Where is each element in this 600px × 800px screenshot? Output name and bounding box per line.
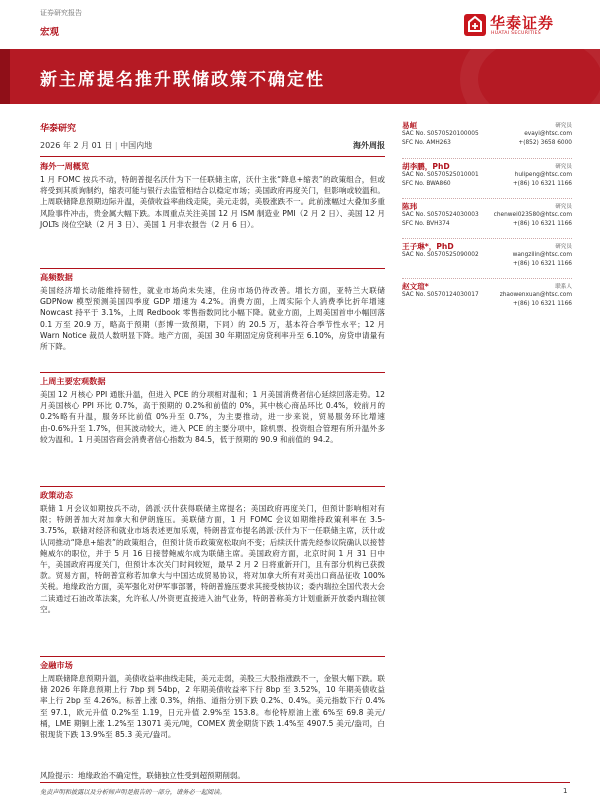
- report-region: 中国内地: [120, 141, 153, 150]
- analyst-name: 易峘: [402, 121, 418, 130]
- research-org: 华泰研究: [40, 124, 77, 134]
- analyst-email[interactable]: wangzilin@htsc.com: [512, 252, 572, 258]
- analyst-role: 研究员: [555, 123, 572, 129]
- analyst-phone: +(86) 10 6321 1166: [512, 301, 572, 307]
- logo-mark-icon: [464, 14, 486, 36]
- dateline: 2026 年 2 月 01 日 | 中国内地 海外周报: [40, 141, 385, 150]
- analyst-role: 研究员: [555, 204, 572, 210]
- banner-accent: [0, 49, 10, 104]
- analyst-name: 陈玮: [402, 202, 418, 211]
- analyst-sfc: SFC No. BWA860: [402, 181, 451, 187]
- analyst-phone: +(86) 10 6321 1166: [512, 181, 572, 187]
- report-type: 证券研究报告: [40, 9, 82, 17]
- section-body: 联储 1 月会议如期按兵不动，鸽派·沃什获得联储主席提名；美国政府再度关门，但预计影响相对有限；特朗普加大对加拿大和伊朗施压。美联储方面，1 月 FOMC 会议如期维持政策利率在 3.5-3.75%，联储对经济和就业市场表述更加乐观，特朗普宣布提名鸽派·沃什为下一任联储主席，沃什或认同推动“降息+缩表”的政策组合，但预计货币政策宽松取向不变；后续沃什需先经参议院确认以接替鲍威尔的职位，并于 5 月 16 日接替鲍威尔成为联储主席。美国政府方面，北京时间 1 月 31 日中午，美国政府再度关门，但预计本次关门时间较短，最早 2 月 2 日将重新开门，且有部分机构已获拨款。贸易方面，特朗普宣称若加拿大与中国达成贸易协议，将对加拿大所有对美出口商品征收 100%关税。地缘政治方面，美军强化对伊军事部署，特朗普施压要求其接受核协议；委内瑞拉全国代表大会二读通过石油改革法案，允许私人/外资更直接进入油气业务，特朗普称美方计划重新开放委内瑞拉领空。: [40, 504, 385, 614]
- divider: [40, 268, 385, 269]
- banner-decoration: [460, 49, 600, 104]
- section-title: 高频数据: [40, 272, 73, 282]
- analyst-sfc: SFC No. AMH263: [402, 140, 451, 146]
- analyst-email[interactable]: hulipeng@htsc.com: [514, 172, 572, 178]
- report-category: 宏观: [40, 27, 60, 38]
- section-body: 美国经济增长动能维持韧性，就业市场尚未失速，住房市场仍待改善。增长方面，亚特兰大联储 GDPNow 模型预测美国四季度 GDP 增速为 4.2%。消费方面，上周实际个人消费季比折年增速 Nowcast 持平于 3.1%，上周 Redbook 零售指数同比小幅下降。就业方面，上周美国首申小幅回落 0.1 万至 20.9 万，略高于预期（彭博一致预期，下同）的 20.5 万，基本符合季节性水平；12 月 Warn Notice 裁员人数明显下降。地产方面，美国 30 年期固定房贷利率升至 6.10%，房贷申请量有所下降。: [40, 286, 385, 352]
- analyst-phone: +(86) 10 6321 1166: [512, 261, 572, 267]
- report-kind: 海外周报: [353, 141, 385, 150]
- divider: [40, 486, 385, 487]
- divider: [40, 656, 385, 657]
- section-policy: [40, 490, 385, 615]
- report-title: 新主席提名推升联储政策不确定性: [40, 70, 325, 90]
- analyst-name: 赵文瑄*: [402, 282, 429, 291]
- section-body: 1 月 FOMC 按兵不动，特朗普提名沃什为下一任联储主席，沃什主张“降息+缩表”的政策组合，但或将受到其质询制约，缩表可能与银行去监管相结合以稳定市场；美国政府再度关门，但影响或较温和。上周联储降息预期边际升温，美债收益率曲线走陡，美元走弱，美股涨跌不一。此前涨幅过大叠加多重风险事件冲击，贵金属大幅下跌。本周重点关注美国 12 月 ISM 制造业 PMI（2 月 2 日）、美国 12 月 JOLTs 岗位空缺（2 月 3 日）、美国 1 月非农报告（2 月 6 日）。: [40, 175, 385, 229]
- divider: [40, 156, 385, 157]
- analyst-card: [402, 198, 572, 238]
- analyst-sac: SAC No. S0570525090002: [402, 252, 479, 258]
- page-number: 1: [563, 787, 568, 795]
- analyst-card: [402, 278, 572, 318]
- analyst-panel: [402, 118, 572, 318]
- analyst-role: 联系人: [555, 284, 572, 290]
- disclaimer: 免责声明和披露以及分析师声明是报告的一部分，请务必一起阅读。: [40, 789, 226, 796]
- section-high-frequency: [40, 272, 385, 352]
- footer-divider: [40, 782, 570, 783]
- section-title: 政策动态: [40, 490, 73, 500]
- section-title: 金融市场: [40, 660, 73, 670]
- analyst-sac: SAC No. S0570525010001: [402, 172, 479, 178]
- analyst-email[interactable]: chenwei023580@htsc.com: [493, 212, 572, 218]
- analyst-name: 王子琳*，PhD: [402, 242, 454, 251]
- logo-text-en: HUATAI SECURITIES: [491, 31, 542, 36]
- analyst-role: 研究员: [555, 244, 572, 250]
- report-header: [0, 0, 600, 52]
- analyst-email[interactable]: zhaowenxuan@htsc.com: [499, 292, 572, 298]
- section-macro-data: [40, 376, 385, 445]
- section-title: 海外一周概览: [40, 161, 90, 171]
- section-markets: [40, 660, 385, 740]
- report-date: 2026 年 2 月 01 日: [40, 141, 113, 150]
- section-body: 美国 12 月核心 PPI 通胀升温，但进入 PCE 的分项相对温和；1 月美国消费者信心延续回落走势。12 月美国核心 PPI 环比 0.7%，高于预期的 0.2%和前值的 0%，其中核心商品环比 0.4%，较前月的 0.2%略有升温，服务环比前值 0%升至 0.7%，为主要推动，进一步来说，贸易服务环比增速由-0.6%升至 1.7%，但其波动较大，进入 PCE 的主要分项中，除机票、投资组合管理有所升温外多较为温和。1 月美国咨商会消费者信心指数为 84.5，低于预期的 90.9 和前值的 94.2。: [40, 390, 385, 444]
- analyst-card: [402, 118, 572, 158]
- analyst-card: [402, 158, 572, 198]
- title-banner: [0, 49, 600, 104]
- analyst-email[interactable]: evayi@htsc.com: [524, 131, 572, 137]
- section-body: 上周联储降息预期升温，美债收益率曲线走陡，美元走弱，美股三大股指涨跌不一，金银大幅下跌。联储 2026 年降息预期上行 7bp 到 54bp，2 年期美债收益率下行 8bp 至 3.52%，10 年期美债收益率上行 2bp 至 4.26%。标普上涨 0.3%，纳指、道指分别下跌 0.2%、0.4%。美元指数下行 0.4%至 97.1，欧元升值 0.2%至 1.19，日元升值 2.9%至 153.8。布伦特原油上涨 6%至 69.8 美元/桶，LME 期铜上涨 1.2%至 13071 美元/吨，COMEX 黄金期货下跌 1.4%至 4907.5 美元/盎司，白银现货下跌 13.9%至 85.3 美元/盎司。: [40, 674, 385, 740]
- analyst-sac: SAC No. S0570124030017: [402, 292, 479, 298]
- analyst-phone: +(852) 3658 6000: [518, 140, 572, 146]
- analyst-phone: +(86) 10 6321 1166: [512, 221, 572, 227]
- huatai-logo: [464, 12, 574, 40]
- analyst-sfc: SFC No. BVH374: [402, 221, 450, 227]
- section-overview: [40, 161, 385, 230]
- section-title: 上周主要宏观数据: [40, 376, 106, 386]
- analyst-sac: SAC No. S0570520100005: [402, 131, 479, 137]
- analyst-card: [402, 238, 572, 278]
- analyst-sac: SAC No. S0570524030003: [402, 212, 479, 218]
- divider: [40, 372, 385, 373]
- analyst-role: 研究员: [555, 164, 572, 170]
- logo-text-cn: 华泰证券: [490, 14, 555, 32]
- risk-warning: 风险提示：地缘政治不确定性，联储独立性受到超预期削弱。: [40, 771, 246, 780]
- analyst-name: 胡李鹏，PhD: [402, 162, 450, 171]
